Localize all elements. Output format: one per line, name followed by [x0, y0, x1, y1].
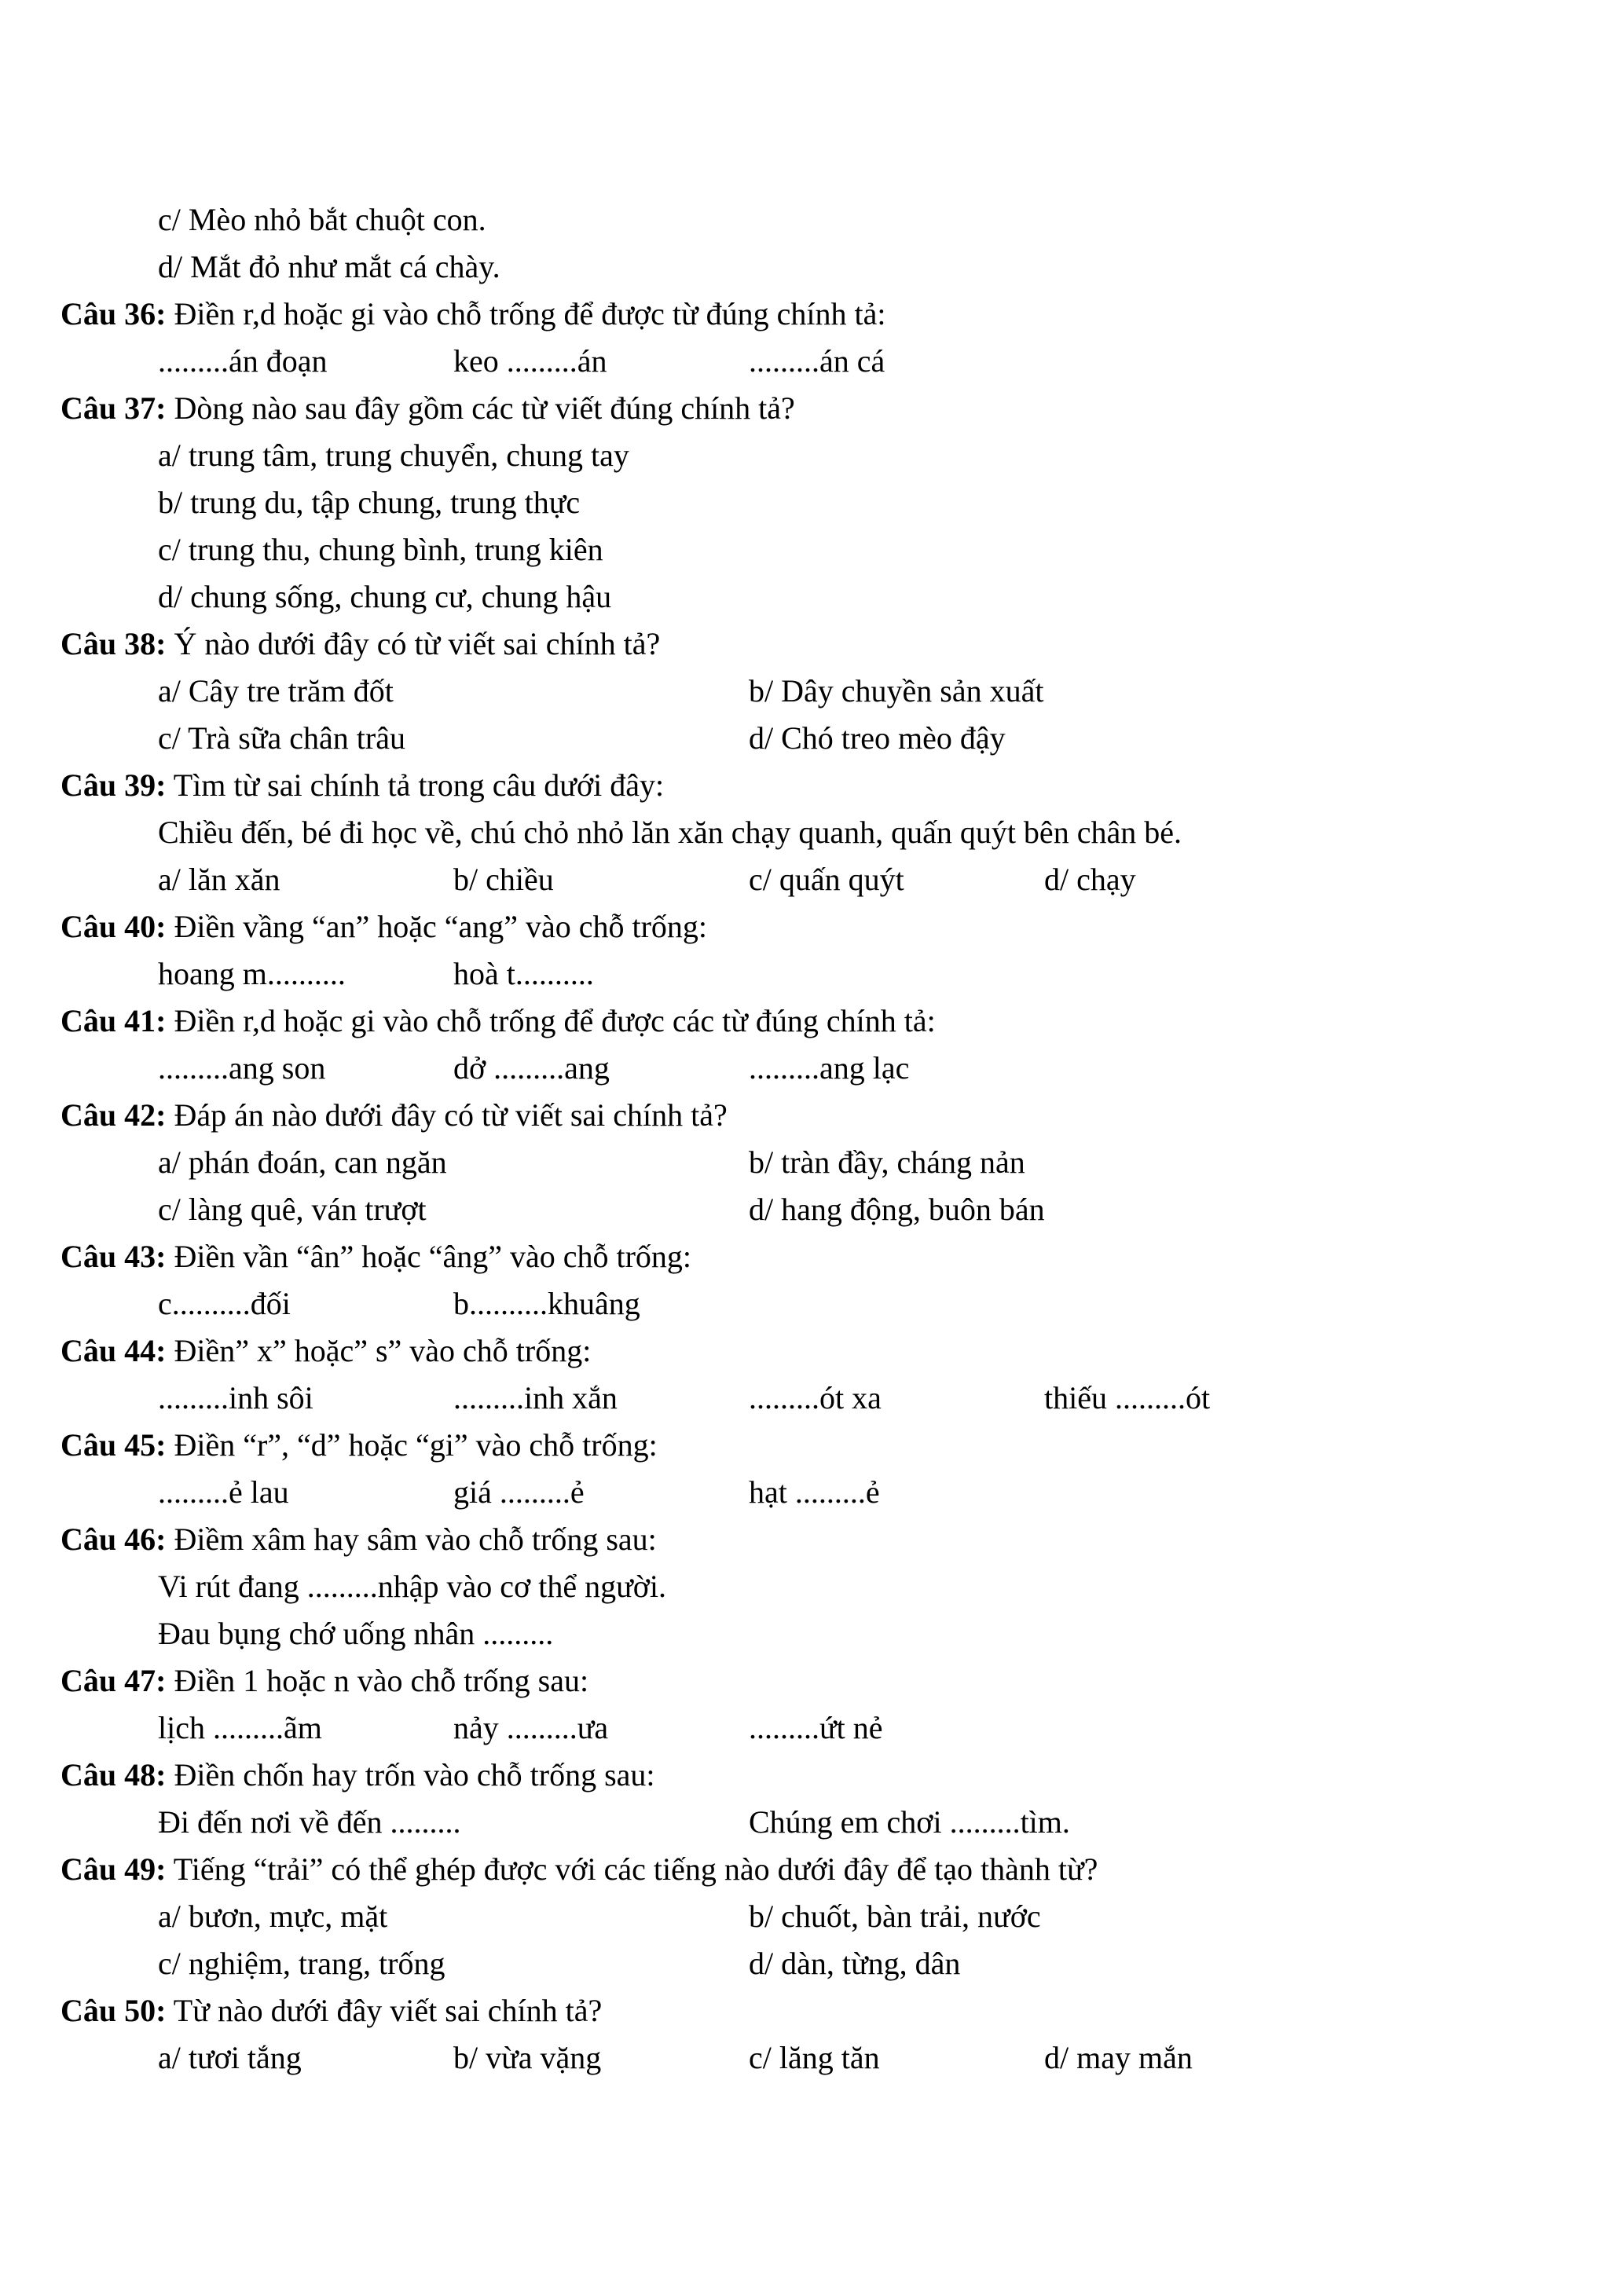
question-line [60, 903, 1577, 950]
option-cell: a/ bươn, mực, mặt [158, 1899, 388, 1934]
question-label: Câu 48: [60, 1757, 167, 1792]
option-cell: Đi đến nơi về đến ......... [158, 1804, 461, 1840]
text-line: Chiều đến, bé đi học về, chú chỏ nhỏ lăn xăn chạy quanh, quấn quýt bên chân bé. [158, 815, 1182, 850]
option-cell: .........ẻ lau [158, 1474, 289, 1510]
option-cell: giá .........ẻ [453, 1474, 585, 1510]
question-label: Câu 47: [60, 1663, 167, 1698]
text-line: Đau bụng chớ uống nhân ......... [158, 1616, 554, 1651]
option-cell: d/ may mắn [1044, 2040, 1193, 2075]
option-row [60, 856, 1577, 903]
question-text: Từ nào dưới đây viết sai chính tả? [166, 1993, 603, 2028]
option-cell: b/ chiều [453, 862, 554, 897]
option-cell: .........inh xắn [453, 1380, 618, 1415]
option-cell: d/ dàn, từng, dân [749, 1946, 961, 1981]
question-label: Câu 44: [60, 1333, 167, 1368]
text-line: a/ trung tâm, trung chuyển, chung tay [158, 438, 629, 473]
option-row [60, 1375, 1577, 1422]
option-cell: a/ phán đoán, can ngăn [158, 1144, 447, 1180]
question-line [60, 1846, 1577, 1893]
question-line [60, 385, 1577, 432]
option-cell: a/ Cây tre trăm đốt [158, 673, 394, 709]
option-row [60, 715, 1577, 762]
question-text: Dòng nào sau đây gồm các từ viết đúng chính tả? [166, 390, 795, 426]
question-text: Tìm từ sai chính tả trong câu dưới đây: [166, 767, 665, 803]
option-cell: c/ quấn quýt [749, 862, 904, 897]
option-cell: .........inh sôi [158, 1380, 313, 1415]
text-line: d/ chung sống, chung cư, chung hậu [158, 579, 612, 614]
option-cell: lịch .........ãm [158, 1710, 322, 1745]
option-cell: c/ làng quê, ván trượt [158, 1192, 427, 1227]
option-cell: hạt .........ẻ [749, 1474, 880, 1510]
option-row [60, 1469, 1577, 1516]
option-row [60, 1705, 1577, 1752]
option-cell: a/ lăn xăn [158, 862, 280, 897]
text-line: d/ Mắt đỏ như mắt cá chày. [158, 249, 500, 284]
option-cell: .........án cá [749, 343, 885, 379]
question-text: Điền “r”, “d” hoặc “gi” vào chỗ trống: [166, 1427, 658, 1463]
option-cell: keo .........án [453, 343, 607, 379]
question-label: Câu 46: [60, 1522, 167, 1557]
option-cell: d/ chạy [1044, 862, 1136, 897]
option-cell: Chúng em chơi .........tìm. [749, 1804, 1070, 1840]
question-label: Câu 45: [60, 1427, 167, 1463]
question-line [60, 1327, 1577, 1375]
text-line: c/ Mèo nhỏ bắt chuột con. [158, 202, 486, 237]
option-cell: c..........đối [158, 1286, 291, 1321]
option-cell: .........ứt nẻ [749, 1710, 883, 1745]
question-label: Câu 39: [60, 767, 167, 803]
option-cell: nảy .........ưa [453, 1710, 609, 1745]
question-label: Câu 43: [60, 1239, 167, 1274]
question-text: Tiếng “trải” có thể ghép được với các tiếng nào dưới đây để tạo thành từ? [166, 1851, 1098, 1887]
text-line: c/ trung thu, chung bình, trung kiên [158, 532, 603, 567]
option-row [60, 1280, 1577, 1327]
option-row [60, 950, 1577, 998]
question-text: Điền vầng “an” hoặc “ang” vào chỗ trống: [166, 909, 708, 944]
question-label: Câu 50: [60, 1993, 167, 2028]
question-line [60, 1516, 1577, 1563]
question-text: Điền r,d hoặc gi vào chỗ trống để được các từ đúng chính tả: [166, 1003, 936, 1038]
option-row [60, 338, 1577, 385]
option-cell: .........ót xa [749, 1380, 882, 1415]
question-text: Đáp án nào dưới đây có từ viết sai chính tả? [166, 1097, 728, 1133]
question-line [60, 1987, 1577, 2034]
question-text: Điền 1 hoặc n vào chỗ trống sau: [166, 1663, 589, 1698]
option-cell: .........ang son [158, 1050, 326, 1086]
question-line [60, 1092, 1577, 1139]
option-cell: c/ lăng tăn [749, 2040, 880, 2075]
question-text: Điền chốn hay trốn vào chỗ trống sau: [166, 1757, 655, 1792]
option-cell: c/ Trà sữa chân trâu [158, 720, 405, 756]
question-text: Điền” x” hoặc” s” vào chỗ trống: [166, 1333, 592, 1368]
option-row [60, 1045, 1577, 1092]
question-text: Điền vần “ân” hoặc “âng” vào chỗ trống: [166, 1239, 692, 1274]
question-line [60, 762, 1577, 809]
question-label: Câu 42: [60, 1097, 167, 1133]
question-line [60, 1657, 1577, 1705]
option-cell: hoang m.......... [158, 956, 346, 991]
option-row [60, 1799, 1577, 1846]
option-cell: a/ tươi tắng [158, 2040, 302, 2075]
option-cell: b/ vừa vặng [453, 2040, 602, 2075]
question-line [60, 1422, 1577, 1469]
option-cell: b/ chuốt, bàn trải, nước [749, 1899, 1041, 1934]
text-line: b/ trung du, tập chung, trung thực [158, 485, 581, 520]
option-row [60, 1893, 1577, 1940]
option-row [60, 1139, 1577, 1186]
question-label: Câu 41: [60, 1003, 167, 1038]
question-label: Câu 40: [60, 909, 167, 944]
question-line [60, 998, 1577, 1045]
option-row [60, 668, 1577, 715]
question-text: Ý nào dưới đây có từ viết sai chính tả? [166, 626, 661, 661]
question-line [60, 1752, 1577, 1799]
question-line [60, 621, 1577, 668]
question-label: Câu 38: [60, 626, 167, 661]
option-cell: d/ hang động, buôn bán [749, 1192, 1045, 1227]
option-row [60, 2034, 1577, 2082]
option-cell: dở .........ang [453, 1050, 610, 1086]
option-cell: .........ang lạc [749, 1050, 910, 1086]
question-label: Câu 49: [60, 1851, 167, 1887]
question-text: Điền r,d hoặc gi vào chỗ trống để được từ đúng chính tả: [166, 296, 886, 331]
option-cell: c/ nghiệm, trang, trống [158, 1946, 445, 1981]
option-cell: b/ Dây chuyền sản xuất [749, 673, 1044, 709]
option-cell: thiếu .........ót [1044, 1380, 1211, 1415]
option-row [60, 1940, 1577, 1987]
question-line [60, 1233, 1577, 1280]
option-cell: d/ Chó treo mèo đậy [749, 720, 1006, 756]
question-line [60, 291, 1577, 338]
option-cell: b..........khuâng [453, 1286, 640, 1321]
question-text: Điềm xâm hay sâm vào chỗ trống sau: [166, 1522, 657, 1557]
option-cell: b/ tràn đầy, cháng nản [749, 1144, 1025, 1180]
option-cell: hoà t.......... [453, 956, 594, 991]
question-label: Câu 37: [60, 390, 167, 426]
document-body [60, 196, 1577, 2082]
option-row [60, 1186, 1577, 1233]
question-label: Câu 36: [60, 296, 167, 331]
text-line: Vi rút đang .........nhập vào cơ thể người. [158, 1569, 667, 1604]
option-cell: .........án đoạn [158, 343, 328, 379]
